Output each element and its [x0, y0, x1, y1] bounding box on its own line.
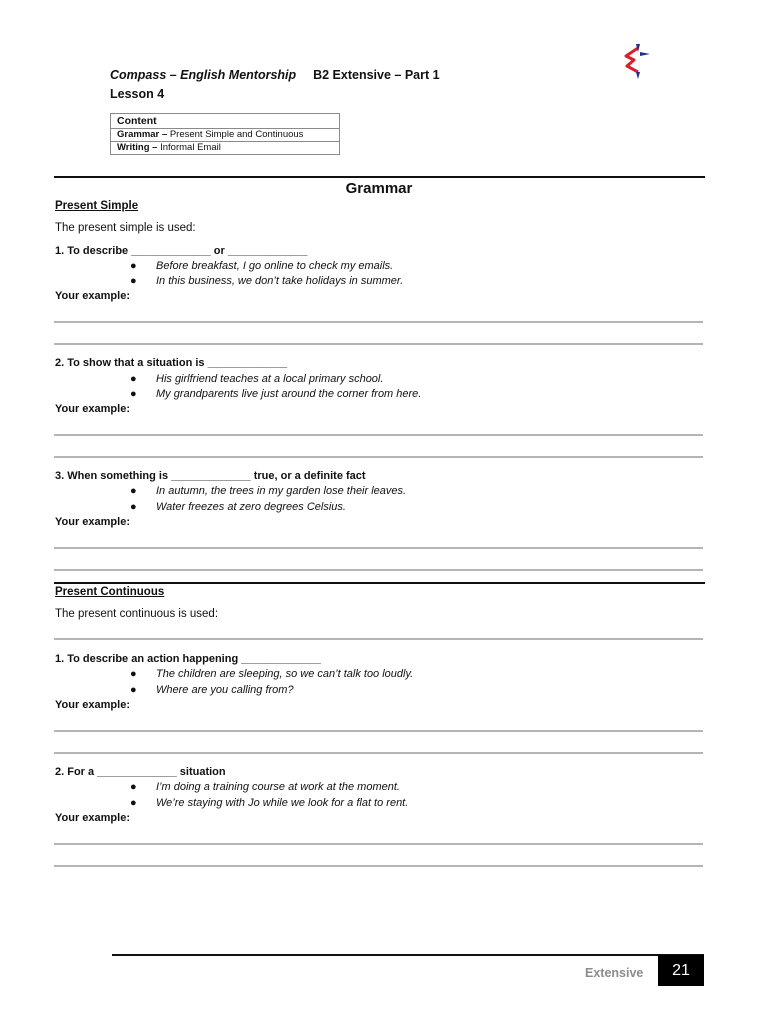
ps-point-3: 3. When something is _____________ true, or a definite fact	[55, 470, 366, 482]
ps-point-2: 2. To show that a situation is _____________	[55, 357, 288, 369]
lesson-label: Lesson 4	[110, 87, 165, 101]
header-line-1	[110, 68, 440, 82]
bullet-icon: ●	[130, 668, 137, 680]
answer-line[interactable]	[54, 547, 703, 549]
your-example-label: Your example:	[55, 290, 130, 302]
answer-line[interactable]	[54, 343, 703, 345]
bullet-icon: ●	[130, 275, 137, 287]
answer-line[interactable]	[54, 752, 703, 754]
answer-line[interactable]	[54, 730, 703, 732]
your-example-label: Your example:	[55, 516, 130, 528]
bullet-icon: ●	[130, 373, 137, 385]
your-example-label: Your example:	[55, 403, 130, 415]
answer-line[interactable]	[54, 843, 703, 845]
content-row-label: Grammar –	[117, 129, 168, 140]
example-sentence: In this business, we don’t take holidays in summer.	[156, 275, 404, 287]
content-row-grammar	[111, 128, 339, 141]
bullet-icon: ●	[130, 684, 137, 696]
answer-line[interactable]	[54, 865, 703, 867]
example-sentence: Water freezes at zero degrees Celsius.	[156, 501, 346, 513]
compass-logo	[618, 42, 652, 80]
answer-line[interactable]	[54, 434, 703, 436]
present-simple-intro: The present simple is used:	[55, 222, 196, 234]
grammar-title: Grammar	[345, 180, 413, 197]
course-name: B2 Extensive – Part 1	[313, 68, 440, 82]
bullet-icon: ●	[130, 388, 137, 400]
present-simple-heading: Present Simple	[55, 200, 139, 212]
example-sentence: Where are you calling from?	[156, 684, 294, 696]
content-row-text: Present Simple and Continuous	[169, 129, 304, 140]
bullet-icon: ●	[130, 501, 137, 513]
example-sentence: I’m doing a training course at work at the moment.	[156, 781, 400, 793]
answer-line[interactable]	[54, 569, 703, 571]
present-continuous-heading: Present Continuous	[55, 586, 165, 598]
answer-line[interactable]	[54, 456, 703, 458]
footer-label: Extensive	[585, 966, 644, 980]
program-name: Compass – English Mentorship	[110, 68, 297, 82]
present-continuous-intro: The present continuous is used:	[55, 608, 219, 620]
example-sentence: We’re staying with Jo while we look for a flat to rent.	[156, 797, 409, 809]
example-sentence: Before breakfast, I go online to check my emails.	[156, 260, 394, 272]
content-title: Content	[117, 115, 157, 127]
example-sentence: My grandparents live just around the corner from here.	[156, 388, 422, 400]
bullet-icon: ●	[130, 797, 137, 809]
bullet-icon: ●	[130, 260, 137, 272]
bullet-icon: ●	[130, 781, 137, 793]
answer-line[interactable]	[54, 321, 703, 323]
section-divider	[54, 176, 705, 178]
your-example-label: Your example:	[55, 812, 130, 824]
bullet-icon: ●	[130, 485, 137, 497]
page-number: 21	[658, 955, 704, 986]
pc-point-1: 1. To describe an action happening _____________	[55, 653, 321, 665]
example-sentence: His girlfriend teaches at a local primary school.	[156, 373, 384, 385]
ps-point-1: 1. To describe _____________ or _____________	[55, 245, 308, 257]
content-row-label: Writing –	[117, 142, 158, 153]
content-row-writing	[111, 141, 339, 154]
section-divider	[54, 582, 705, 584]
answer-line[interactable]	[54, 638, 703, 640]
content-row-text: Informal Email	[160, 142, 221, 153]
content-table	[110, 113, 340, 155]
your-example-label: Your example:	[55, 699, 130, 711]
footer-divider	[112, 954, 704, 956]
pc-point-2: 2. For a _____________ situation	[55, 766, 226, 778]
example-sentence: The children are sleeping, so we can’t talk too loudly.	[156, 668, 414, 680]
example-sentence: In autumn, the trees in my garden lose their leaves.	[156, 485, 407, 497]
